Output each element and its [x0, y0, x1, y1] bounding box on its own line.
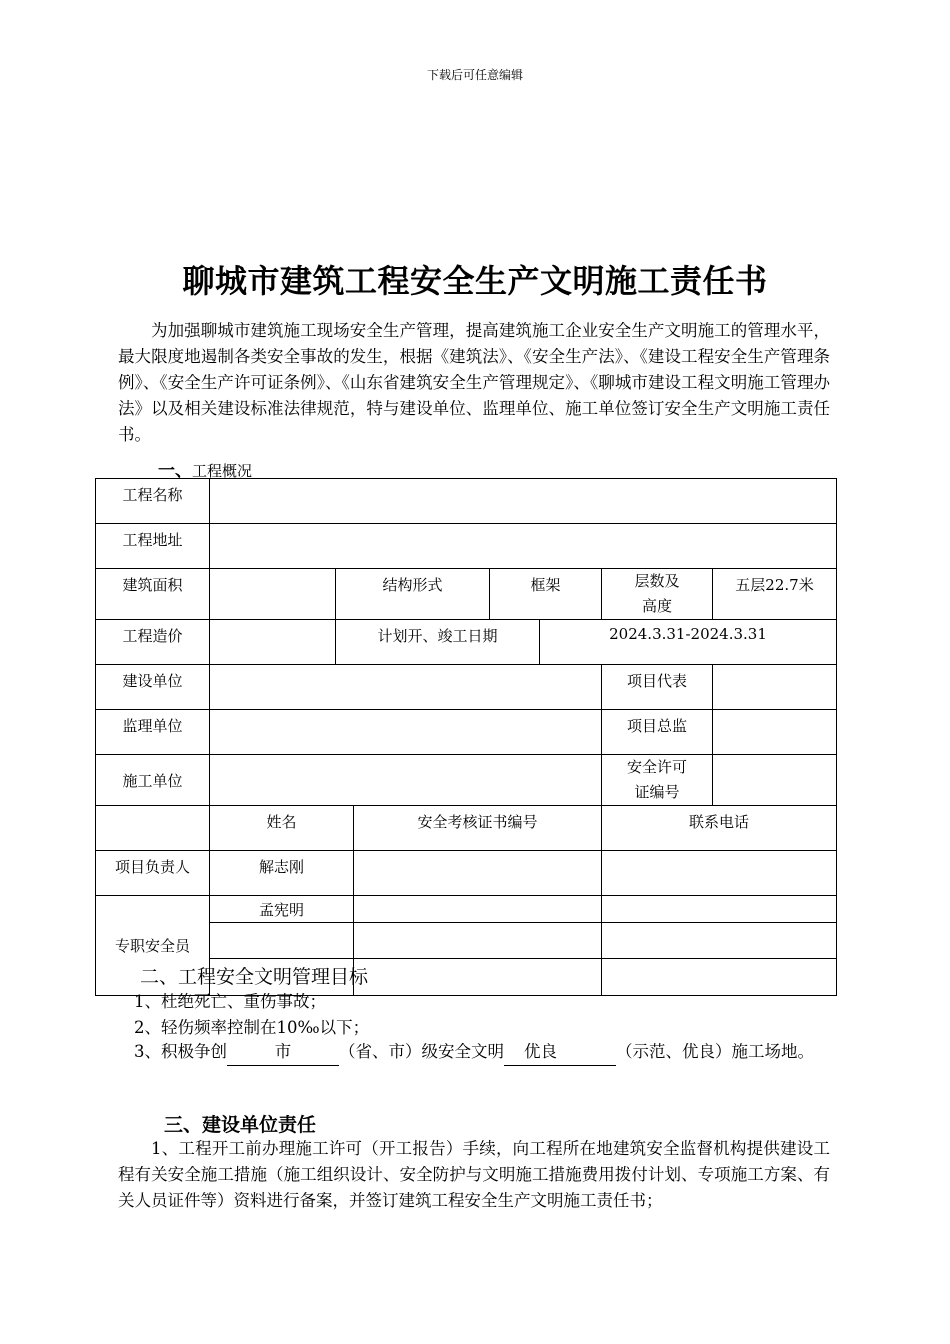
- license-line1: 安全许可: [626, 758, 687, 776]
- table-row: [96, 806, 837, 851]
- value-building-area: [210, 569, 336, 620]
- document-title: 聊城市建筑工程安全生产文明施工责任书: [182, 262, 768, 300]
- value-project-manager-cert: [354, 851, 602, 896]
- value-project-cost: [210, 620, 336, 665]
- value-contractor: [210, 755, 602, 806]
- section2-heading: 二、工程安全文明管理目标: [140, 966, 369, 988]
- value-safety-license: [713, 755, 837, 806]
- value-supervisor: [210, 710, 602, 755]
- table-row: [96, 755, 837, 806]
- value-safety-officer-phone-3: [602, 959, 837, 996]
- header-note: 下载后可任意编辑: [426, 68, 523, 82]
- label-builder: 建设单位: [96, 665, 210, 710]
- table-row: [96, 896, 837, 923]
- goal-2: 2、轻伤频率控制在10‰以下；: [134, 1018, 370, 1037]
- value-project-manager-phone: [602, 851, 837, 896]
- goal3-grade: 优良: [504, 1039, 616, 1066]
- value-safety-officer-name-2: [210, 923, 354, 959]
- section1-number: 一、: [158, 461, 192, 481]
- license-line2: 证编号: [634, 783, 680, 801]
- goal3-prefix: 3、积极争创: [134, 1042, 227, 1061]
- value-project-manager-name: 解志刚: [210, 851, 354, 896]
- value-safety-officer-cert-3: [354, 959, 602, 996]
- label-project-cost: 工程造价: [96, 620, 210, 665]
- value-project-address: [210, 524, 837, 569]
- label-contractor: 施工单位: [96, 755, 210, 806]
- floors-height-line1: 层数及: [634, 572, 680, 590]
- label-project-name: 工程名称: [96, 479, 210, 524]
- value-safety-officer-name: 孟宪明: [210, 896, 354, 923]
- empty-corner-cell: [96, 806, 210, 851]
- goal3-level: 市: [227, 1039, 339, 1066]
- goal3-suffix: （示范、优良）施工场地。: [616, 1042, 814, 1061]
- section1-title: 工程概况: [192, 462, 253, 480]
- label-floors-height: [602, 569, 713, 620]
- col-header-cert: 安全考核证书编号: [354, 806, 602, 851]
- project-info-table: [95, 478, 837, 996]
- section3-heading: 三、建设单位责任: [164, 1114, 317, 1136]
- value-planned-dates: 2024.3.31-2024.3.31: [540, 620, 837, 665]
- label-safety-license: [602, 755, 713, 806]
- value-safety-officer-phone: [602, 896, 837, 923]
- table-row: [96, 665, 837, 710]
- intro-paragraph: 为加强聊城市建筑施工现场安全生产管理，提高建筑施工企业安全生产文明施工的管理水平，最大限度地遏制各类安全事故的发生，根据《建筑法》、《安全生产法》、《建设工程安全生产管理条例》、《安全生产许可证条例》、《山东省建筑安全生产管理规定》、《聊城市建设工程文明施工管理办法》以及相关建设标准法律规范，特与建设单位、监理单位、施工单位签订安全生产文明施工责任书。: [118, 321, 830, 444]
- goal3-middle: （省、市）级安全文明: [339, 1042, 504, 1061]
- label-project-manager: 项目负责人: [96, 851, 210, 896]
- label-safety-officer: 专职安全员: [96, 896, 210, 996]
- table-row: [96, 851, 837, 896]
- col-header-phone: 联系电话: [602, 806, 837, 851]
- value-floors-height: 五层22.7米: [713, 569, 837, 620]
- table-row: [96, 479, 837, 524]
- value-structure-form: 框架: [490, 569, 602, 620]
- value-project-rep: [713, 665, 837, 710]
- label-project-address: 工程地址: [96, 524, 210, 569]
- label-planned-dates: 计划开、竣工日期: [336, 620, 540, 665]
- label-building-area: 建筑面积: [96, 569, 210, 620]
- goal-3: [118, 1039, 830, 1066]
- value-safety-officer-cert-2: [354, 923, 602, 959]
- table-row: [96, 620, 837, 665]
- table-row: [96, 569, 837, 620]
- value-project-name: [210, 479, 837, 524]
- label-chief-supervisor: 项目总监: [602, 710, 713, 755]
- label-structure-form: 结构形式: [336, 569, 490, 620]
- value-safety-officer-phone-2: [602, 923, 837, 959]
- value-chief-supervisor: [713, 710, 837, 755]
- floors-height-line2: 高度: [641, 597, 672, 615]
- table-row: [96, 524, 837, 569]
- value-safety-officer-cert: [354, 896, 602, 923]
- label-project-rep: 项目代表: [602, 665, 713, 710]
- goal-1: 1、杜绝死亡、重伤事故；: [134, 992, 326, 1011]
- label-supervisor: 监理单位: [96, 710, 210, 755]
- col-header-name: 姓名: [210, 806, 354, 851]
- value-builder: [210, 665, 602, 710]
- table-row: [96, 710, 837, 755]
- responsibility-1: 1、工程开工前办理施工许可（开工报告）手续，向工程所在地建筑安全监督机构提供建设工程有关安全施工措施（施工组织设计、安全防护与文明施工措施费用拨付计划、专项施工方案、有关人员证件等）资料进行备案，并签订建筑工程安全生产文明施工责任书；: [118, 1139, 830, 1210]
